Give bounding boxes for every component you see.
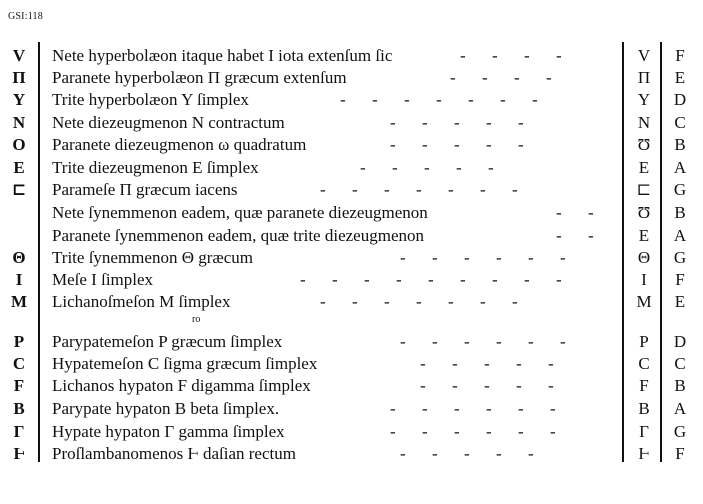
leader-dash: - xyxy=(392,158,398,177)
note-symbol: Ⱶ xyxy=(13,444,25,463)
column-letter: F xyxy=(675,46,685,65)
leader-dash: - xyxy=(420,354,426,373)
column-symbol: B xyxy=(638,399,650,418)
leader-dash: - xyxy=(486,399,492,418)
leader-dash: - xyxy=(400,332,406,351)
leader-dash: - xyxy=(460,270,466,289)
note-symbol: P xyxy=(13,332,25,351)
column-letter: C xyxy=(674,113,686,132)
note-description: Parypatemeſon P græcum ſimplex xyxy=(52,332,283,351)
leader-dash: - xyxy=(454,399,460,418)
column-symbol: M xyxy=(636,292,652,311)
leader-dash: - xyxy=(450,68,456,87)
leader-dash: - xyxy=(422,113,428,132)
column-symbol: Y xyxy=(637,90,651,109)
column-letter: A xyxy=(673,226,687,245)
column-letter: A xyxy=(673,399,687,418)
table-row xyxy=(0,353,703,375)
column-letter: A xyxy=(673,158,687,177)
column-letter: D xyxy=(673,332,687,351)
leader-dash: - xyxy=(400,248,406,267)
leader-dash: - xyxy=(496,444,502,463)
leader-dash: - xyxy=(468,90,474,109)
leader-dash: - xyxy=(496,332,502,351)
column-symbol: I xyxy=(641,270,647,289)
leader-dash: - xyxy=(546,68,552,87)
leader-dash: - xyxy=(516,354,522,373)
leader-dash: - xyxy=(432,332,438,351)
leader-dash: - xyxy=(422,135,428,154)
note-symbol: Г xyxy=(13,422,25,441)
note-description: Nete hyperbolæon itaque habet I iota extenſum ſic xyxy=(52,46,393,65)
note-description: Hypatemeſon C ſigma græcum ſimplex xyxy=(52,354,318,373)
note-symbol: B xyxy=(13,399,25,418)
leader-dash: - xyxy=(454,113,460,132)
leader-dash: - xyxy=(528,444,534,463)
note-symbol: I xyxy=(15,270,23,289)
leader-dash: - xyxy=(484,354,490,373)
table-row xyxy=(0,225,703,247)
leader-dash: - xyxy=(422,422,428,441)
column-symbol: Ⱶ xyxy=(638,444,650,463)
column-symbol: N xyxy=(637,113,651,132)
column-symbol: P xyxy=(639,332,649,351)
column-letter: F xyxy=(675,270,685,289)
note-description: Nete ſynemmenon eadem, quæ paranete diezeugmenon xyxy=(52,203,428,222)
leader-dash: - xyxy=(514,68,520,87)
leader-dash: - xyxy=(486,135,492,154)
column-letter: G xyxy=(673,248,687,267)
leader-dash: - xyxy=(524,270,530,289)
page-label: GSI:118 xyxy=(8,11,43,22)
note-description: Trite ſynemmenon Θ græcum xyxy=(52,248,253,267)
table-row xyxy=(0,179,703,201)
note-description: Parameſe Π græcum iacens xyxy=(52,180,238,199)
leader-dash: - xyxy=(550,399,556,418)
note-description: Paranete diezeugmenon ω quadratum xyxy=(52,135,307,154)
leader-dash: - xyxy=(518,113,524,132)
leader-dash: - xyxy=(480,180,486,199)
leader-dash: - xyxy=(454,422,460,441)
column-symbol: ⊏ xyxy=(636,180,652,199)
leader-dash: - xyxy=(372,90,378,109)
note-symbol: C xyxy=(12,354,26,373)
note-symbol: ⊏ xyxy=(11,180,27,199)
table-row xyxy=(0,202,703,224)
note-description: Nete diezeugmenon N contractum xyxy=(52,113,285,132)
column-symbol: V xyxy=(637,46,651,65)
leader-dash: - xyxy=(528,332,534,351)
leader-dash: - xyxy=(352,180,358,199)
column-symbol: C xyxy=(638,354,650,373)
leader-dash: - xyxy=(416,180,422,199)
note-description: Meſe I ſimplex xyxy=(52,270,154,289)
table-row xyxy=(0,112,703,134)
leader-dash: - xyxy=(588,226,594,245)
leader-dash: - xyxy=(548,376,554,395)
table-row xyxy=(0,291,703,313)
column-symbol: F xyxy=(639,376,649,395)
leader-dash: - xyxy=(384,180,390,199)
column-letter: B xyxy=(674,203,686,222)
leader-dash: - xyxy=(588,203,594,222)
leader-dash: - xyxy=(390,135,396,154)
column-letter: C xyxy=(674,354,686,373)
leader-dash: - xyxy=(404,90,410,109)
column-letter: E xyxy=(674,292,686,311)
note-description: Lichanoſmeſon M ſimplex xyxy=(52,292,231,311)
column-symbol: Ʊ xyxy=(637,203,651,222)
table-row xyxy=(0,67,703,89)
column-letter: G xyxy=(673,422,687,441)
leader-dash: - xyxy=(512,292,518,311)
leader-dash: - xyxy=(500,90,506,109)
note-description: Proſlambanomenos Ⱶ daſian rectum xyxy=(52,444,296,463)
leader-dash: - xyxy=(532,90,538,109)
table-row xyxy=(0,89,703,111)
leader-dash: - xyxy=(524,46,530,65)
leader-dash: - xyxy=(486,113,492,132)
leader-dash: - xyxy=(384,292,390,311)
leader-dash: - xyxy=(432,444,438,463)
note-symbol: E xyxy=(13,158,25,177)
column-symbol: Π xyxy=(637,68,651,87)
leader-dash: - xyxy=(464,444,470,463)
table-row xyxy=(0,45,703,67)
leader-dash: - xyxy=(456,158,462,177)
leader-dash: - xyxy=(560,248,566,267)
leader-dash: - xyxy=(420,376,426,395)
superscript-note: ro xyxy=(192,314,201,325)
note-description: Paranete ſynemmenon eadem, quæ trite diezeugmenon xyxy=(52,226,424,245)
column-symbol: Ʊ xyxy=(637,135,651,154)
table-row xyxy=(0,247,703,269)
leader-dash: - xyxy=(512,180,518,199)
leader-dash: - xyxy=(352,292,358,311)
leader-dash: - xyxy=(482,68,488,87)
note-symbol: M xyxy=(10,292,28,311)
leader-dash: - xyxy=(486,422,492,441)
column-symbol: E xyxy=(638,158,650,177)
leader-dash: - xyxy=(556,226,562,245)
note-description: Lichanos hypaton F digamma ſimplex xyxy=(52,376,311,395)
column-letter: B xyxy=(674,376,686,395)
leader-dash: - xyxy=(480,292,486,311)
leader-dash: - xyxy=(360,158,366,177)
table-row xyxy=(0,421,703,443)
table-row xyxy=(0,157,703,179)
leader-dash: - xyxy=(436,90,442,109)
leader-dash: - xyxy=(518,135,524,154)
note-symbol: Y xyxy=(12,90,26,109)
leader-dash: - xyxy=(300,270,306,289)
note-description: Hypate hypaton Г gamma ſimplex xyxy=(52,422,285,441)
leader-dash: - xyxy=(454,135,460,154)
leader-dash: - xyxy=(556,46,562,65)
leader-dash: - xyxy=(556,203,562,222)
leader-dash: - xyxy=(492,270,498,289)
leader-dash: - xyxy=(496,248,502,267)
leader-dash: - xyxy=(448,180,454,199)
column-letter: D xyxy=(673,90,687,109)
leader-dash: - xyxy=(400,444,406,463)
leader-dash: - xyxy=(320,180,326,199)
table-row xyxy=(0,269,703,291)
leader-dash: - xyxy=(424,158,430,177)
leader-dash: - xyxy=(518,399,524,418)
leader-dash: - xyxy=(464,248,470,267)
column-letter: B xyxy=(674,135,686,154)
column-symbol: E xyxy=(638,226,650,245)
leader-dash: - xyxy=(550,422,556,441)
leader-dash: - xyxy=(488,158,494,177)
note-description: Trite diezeugmenon E ſimplex xyxy=(52,158,259,177)
note-symbol: V xyxy=(12,46,26,65)
leader-dash: - xyxy=(432,248,438,267)
note-symbol: Π xyxy=(12,68,26,87)
leader-dash: - xyxy=(390,113,396,132)
note-symbol: N xyxy=(12,113,26,132)
note-symbol: O xyxy=(12,135,26,154)
leader-dash: - xyxy=(422,399,428,418)
leader-dash: - xyxy=(464,332,470,351)
leader-dash: - xyxy=(332,270,338,289)
leader-dash: - xyxy=(320,292,326,311)
leader-dash: - xyxy=(518,422,524,441)
note-symbol: F xyxy=(13,376,25,395)
column-letter: E xyxy=(674,68,686,87)
table-row xyxy=(0,134,703,156)
leader-dash: - xyxy=(484,376,490,395)
leader-dash: - xyxy=(452,354,458,373)
column-letter: F xyxy=(675,444,685,463)
leader-dash: - xyxy=(396,270,402,289)
table-row xyxy=(0,375,703,397)
leader-dash: - xyxy=(452,376,458,395)
leader-dash: - xyxy=(364,270,370,289)
leader-dash: - xyxy=(560,332,566,351)
leader-dash: - xyxy=(516,376,522,395)
note-description: Parypate hypaton B beta ſimplex. xyxy=(52,399,280,418)
table-row xyxy=(0,398,703,420)
leader-dash: - xyxy=(428,270,434,289)
column-symbol: Г xyxy=(639,422,649,441)
leader-dash: - xyxy=(448,292,454,311)
leader-dash: - xyxy=(390,422,396,441)
leader-dash: - xyxy=(460,46,466,65)
note-description: Trite hyperbolæon Y ſimplex xyxy=(52,90,249,109)
leader-dash: - xyxy=(416,292,422,311)
note-description: Paranete hyperbolæon Π græcum extenſum xyxy=(52,68,347,87)
column-symbol: Θ xyxy=(637,248,651,267)
table-row xyxy=(0,331,703,353)
leader-dash: - xyxy=(390,399,396,418)
column-letter: G xyxy=(673,180,687,199)
note-symbol: Θ xyxy=(12,248,26,267)
leader-dash: - xyxy=(528,248,534,267)
leader-dash: - xyxy=(556,270,562,289)
leader-dash: - xyxy=(548,354,554,373)
leader-dash: - xyxy=(340,90,346,109)
leader-dash: - xyxy=(492,46,498,65)
table-row xyxy=(0,443,703,465)
